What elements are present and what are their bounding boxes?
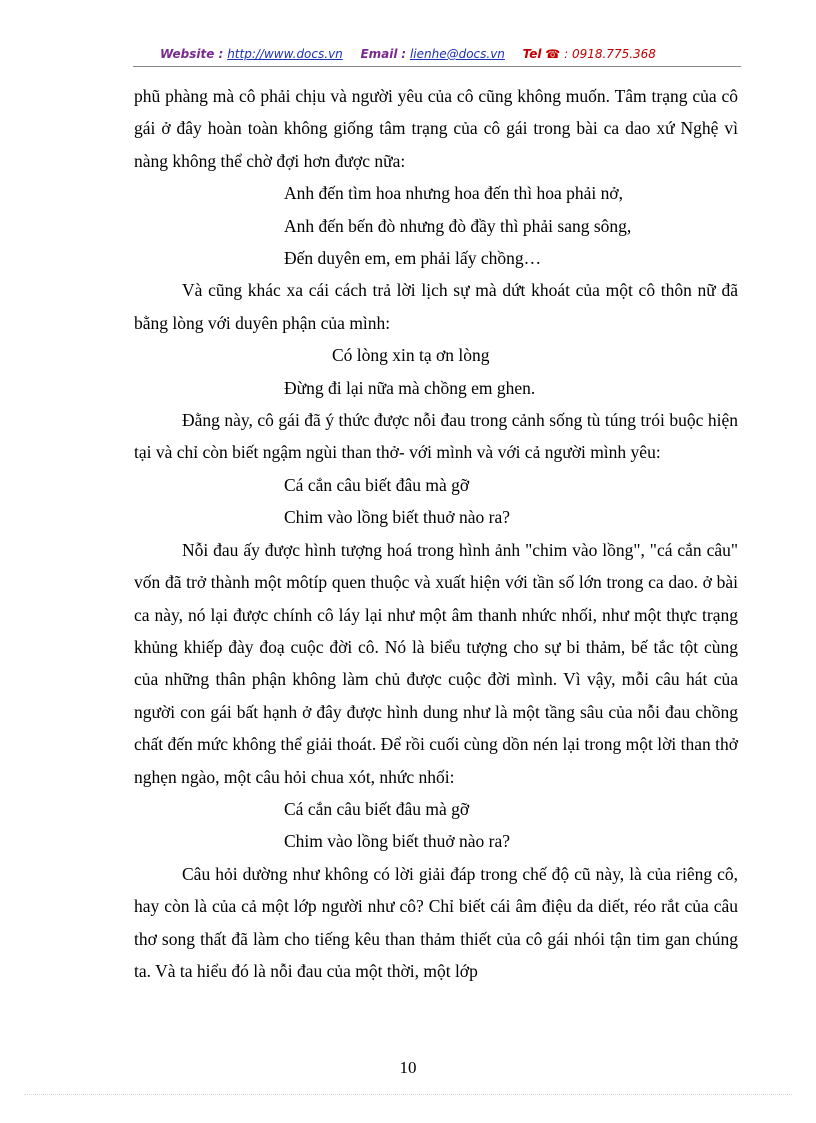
email-link[interactable]: lienhe@docs.vn [409, 47, 505, 61]
paragraph: Câu hỏi dường như không có lời giải đáp trong chế độ cũ này, là của riêng cô, hay còn là của cả một lớp người như cô? Chỉ biết cái âm điệu da diết, réo rắt của câu thơ song thất đã làm cho tiếng kêu than thảm thiết của cô gái nhói tận tim gan chúng ta. Và ta hiểu đó là nỗi đau của một thời, một lớp [134, 863, 738, 981]
email-label: Email [360, 47, 398, 61]
verse-line: Cá cắn câu biết đâu mà gỡ [284, 798, 470, 819]
verse-line: Anh đến tìm hoa nhưng hoa đến thì hoa phải nở, [284, 183, 624, 204]
verse-line: Cá cắn câu biết đâu mà gỡ [284, 474, 470, 495]
page-bottom-border [24, 1094, 792, 1095]
page-number: 10 [399, 1058, 417, 1077]
verse-line: Chim vào lồng biết thuở nào ra? [284, 507, 511, 528]
paragraph: Nỗi đau ấy được hình tượng hoá trong hình ảnh "chim vào lồng", "cá cắn câu" vốn đã trở thành một môtíp quen thuộc và xuất hiện với tần số lớn trong ca dao. ở bài ca này, nó lại được chính cô láy lại như một âm thanh nhức nhối, như một thực trạng khủng khiếp đày đoạ cuộc đời cô. Nó là biểu tượng cho sự bi thảm, bế tắc tột cùng của những thân phận không làm chủ được cuộc đời mình. Vì vậy, mỗi câu hát của người con gái bất hạnh ở đây được hình dung như là một tầng sâu của nỗi đau chồng chất đến mức không thể giải thoát. Để rồi cuối cùng dồn nén lại trong một lời than thở nghẹn ngào, một câu hỏi chua xót, nhức nhối: [134, 539, 738, 787]
paragraph: Đằng này, cô gái đã ý thức được nỗi đau trong cảnh sống tù túng trói buộc hiện tại và chỉ còn biết ngậm ngùi than thở- với mình và với cả người mình yêu: [134, 410, 738, 463]
document-body [134, 80, 738, 987]
verse-line: Chim vào lồng biết thuở nào ra? [284, 831, 511, 852]
page-header [0, 47, 816, 61]
verse-line: Đến duyên em, em phải lấy chồng… [284, 248, 542, 269]
tel-label: Tel [522, 47, 542, 61]
website-link[interactable]: http://www.docs.vn [227, 47, 343, 61]
paragraph: phũ phàng mà cô phải chịu và người yêu của cô cũng không muốn. Tâm trạng của cô gái ở đây hoàn toàn không giống tâm trạng của cô gái trong bài ca dao xứ Nghệ vì nàng không thể chờ đợi hơn được nữa: [134, 86, 738, 171]
phone-icon: ☎ [545, 47, 561, 61]
email-separator: : [401, 47, 407, 61]
paragraph: Và cũng khác xa cái cách trả lời lịch sự mà dứt khoát của một cô thôn nữ đã bằng lòng với duyên phận của mình: [134, 280, 738, 333]
phone-separator: : [564, 47, 569, 61]
verse-line: Anh đến bến đò nhưng đò đầy thì phải sang sông, [284, 215, 632, 236]
phone-number: 0918.775.368 [571, 47, 656, 61]
verse-line: Đừng đi lại nữa mà chồng em ghen. [284, 377, 536, 398]
header-divider [133, 66, 741, 67]
verse-line: Có lòng xin tạ ơn lòng [332, 345, 490, 366]
website-label: Website : [160, 47, 224, 61]
